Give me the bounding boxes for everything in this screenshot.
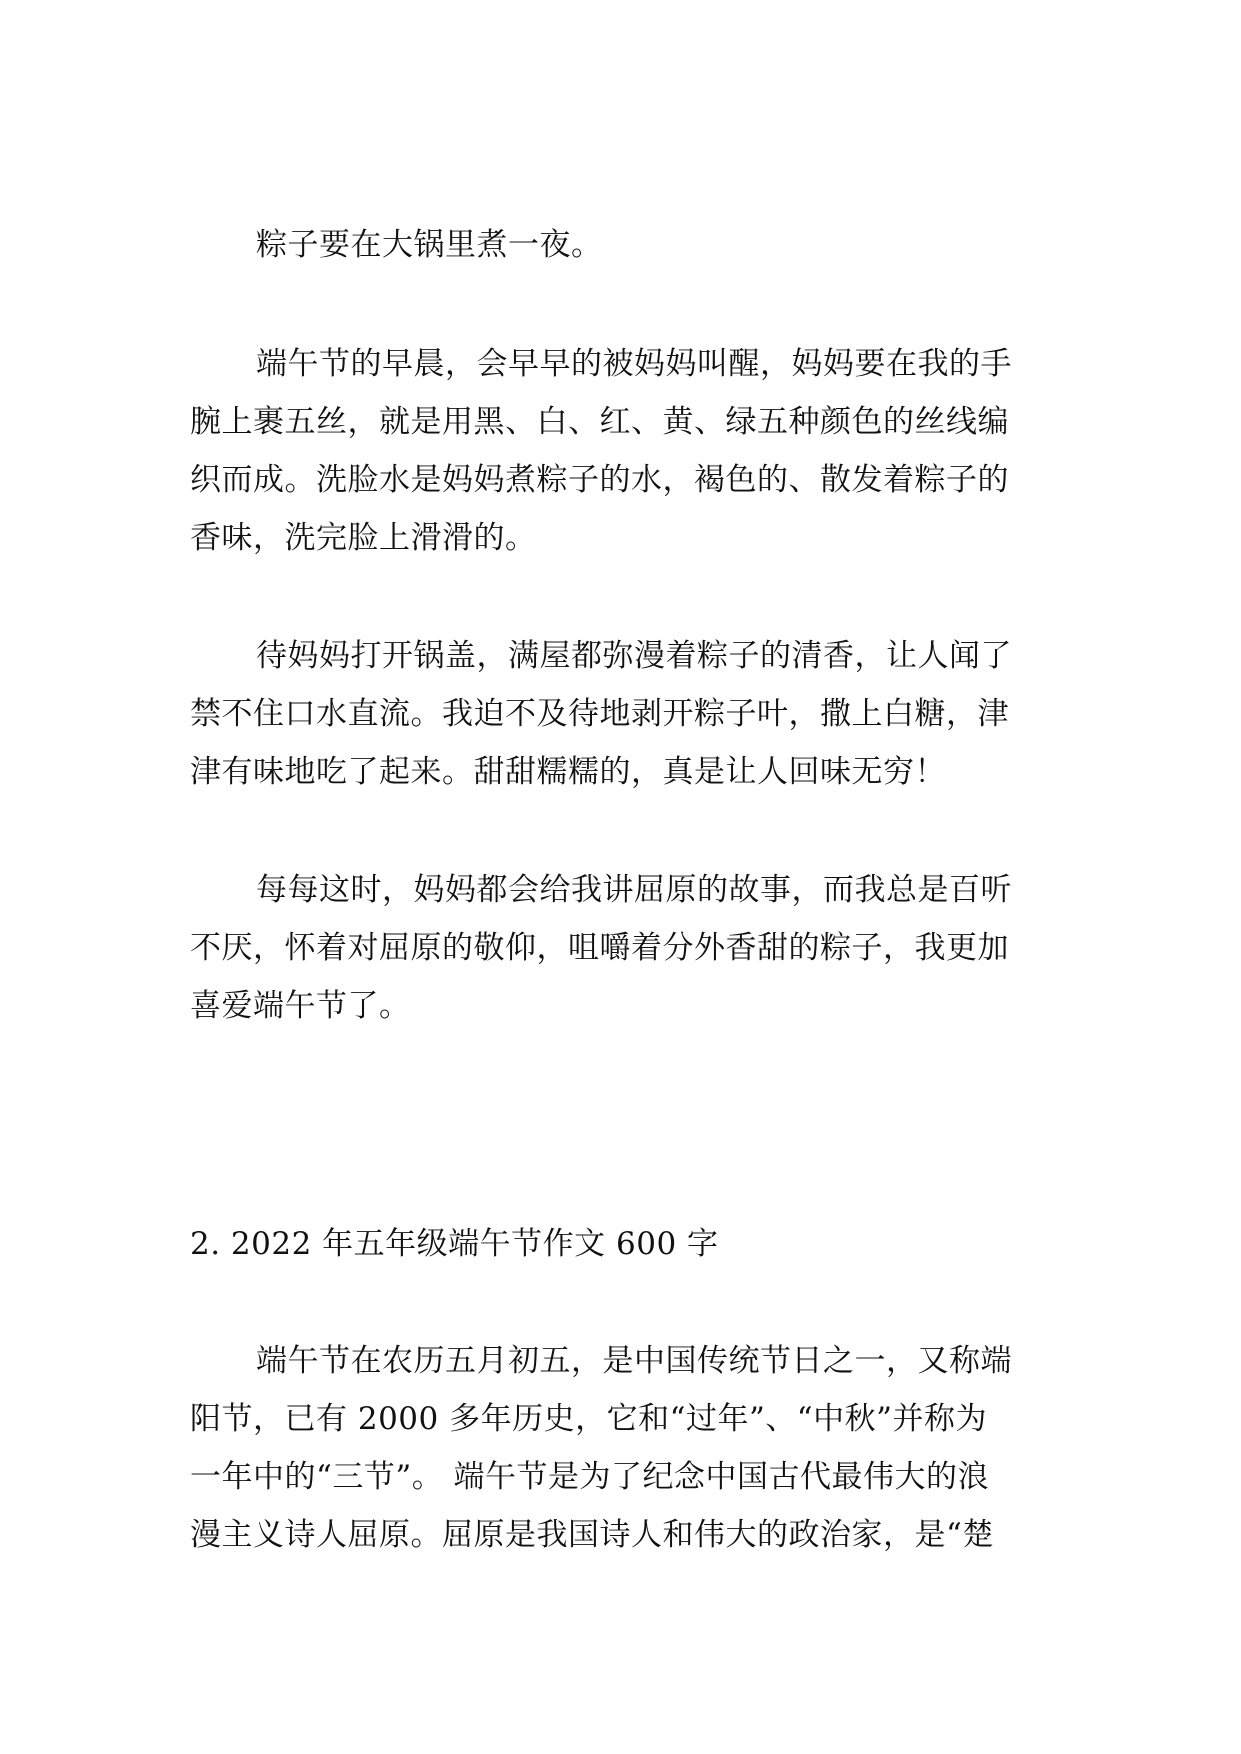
paragraph-line: 阳节，已有 2000 多年历史，它和“过年”、“中秋”并称为 [190, 1401, 987, 1437]
paragraph-line: 端午节的早晨，会早早的被妈妈叫醒，妈妈要在我的手 [256, 346, 1012, 382]
paragraph-line: 织而成。洗脸水是妈妈煮粽子的水，褐色的、散发着粽子的 [190, 462, 1009, 498]
paragraph-line: 待妈妈打开锅盖，满屋都弥漫着粽子的清香，让人闻了 [256, 638, 1012, 674]
section-heading: 2. 2022 年五年级端午节作文 600 字 [190, 1226, 719, 1262]
paragraph-line: 禁不住口水直流。我迫不及待地剥开粽子叶，撒上白糖，津 [190, 696, 1009, 732]
paragraph-line: 漫主义诗人屈原。屈原是我国诗人和伟大的政治家，是“楚 [190, 1517, 994, 1553]
paragraph-line: 腕上裹五丝，就是用黑、白、红、黄、绿五种颜色的丝线编 [190, 404, 1009, 440]
paragraph-line: 每每这时，妈妈都会给我讲屈原的故事，而我总是百听 [256, 872, 1012, 908]
paragraph-line: 粽子要在大锅里煮一夜。 [256, 227, 603, 263]
paragraph-line: 一年中的“三节”。 端午节是为了纪念中国古代最伟大的浪 [190, 1459, 990, 1495]
paragraph-line: 香味，洗完脸上滑滑的。 [190, 520, 537, 556]
paragraph-line: 津有味地吃了起来。甜甜糯糯的，真是让人回味无穷！ [190, 754, 946, 790]
paragraph-line: 端午节在农历五月初五，是中国传统节日之一，又称端 [256, 1343, 1012, 1379]
paragraph-line: 喜爱端午节了。 [190, 988, 411, 1024]
paragraph-line: 不厌，怀着对屈原的敬仰，咀嚼着分外香甜的粽子，我更加 [190, 930, 1009, 966]
